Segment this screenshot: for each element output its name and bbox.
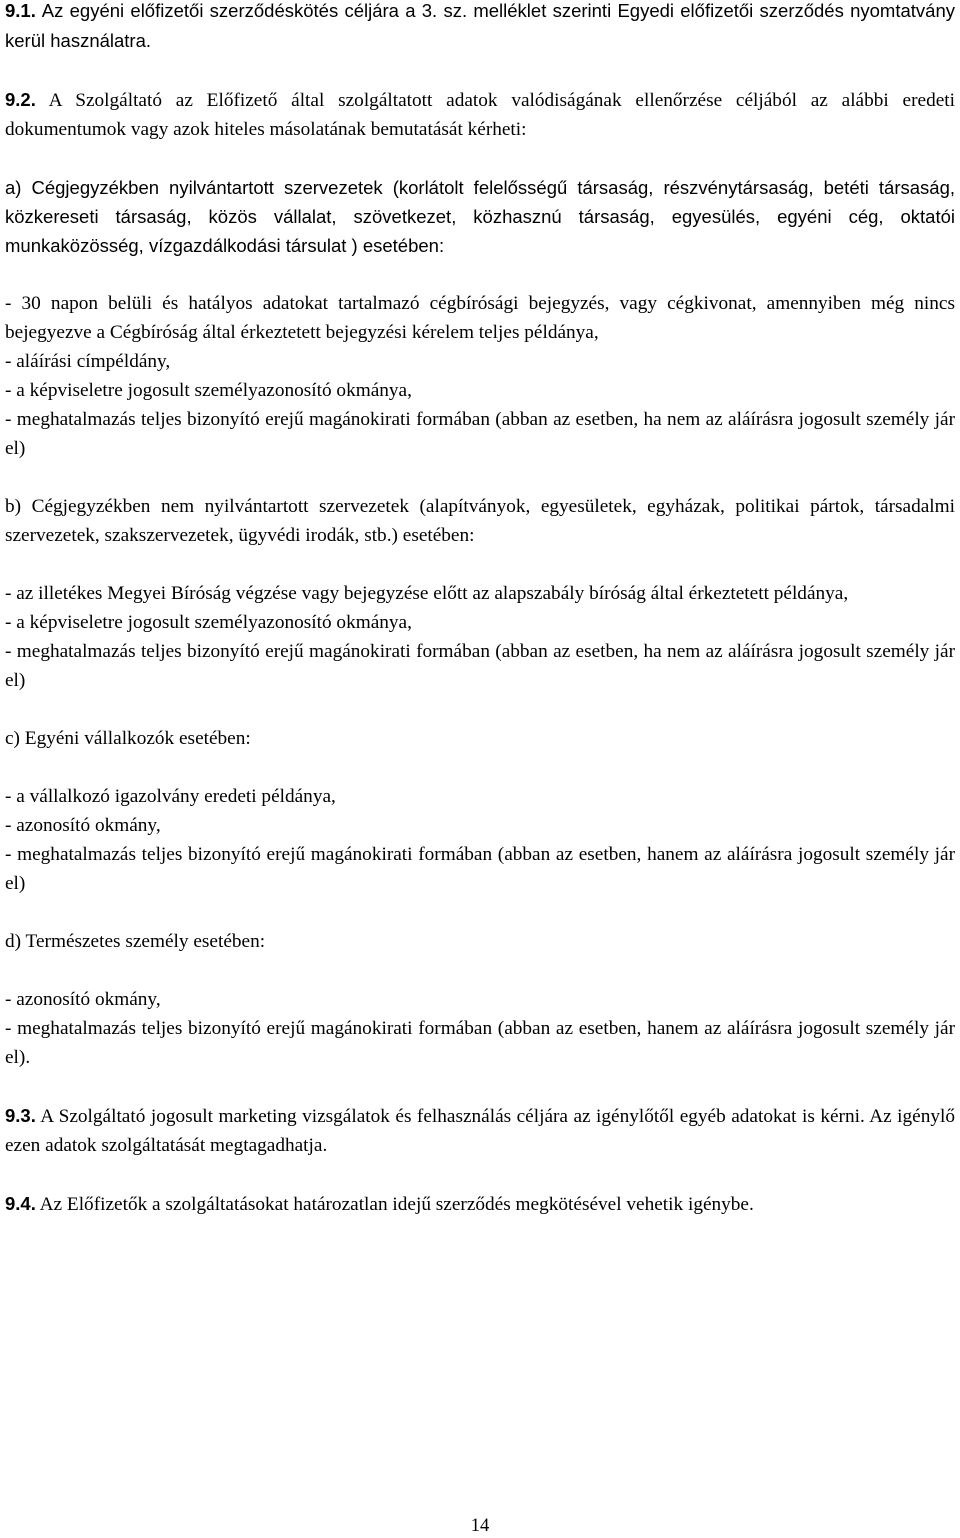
- list-item: - a vállalkozó igazolvány eredeti példánya,: [5, 786, 336, 807]
- list-item: - azonosító okmány,: [5, 989, 161, 1010]
- section-text: A Szolgáltató jogosult marketing vizsgálatok és felhasználás céljára az igénylőtől egyéb adatokat is kérni. Az igénylő ezen adatok szolgáltatását megtagadhatja.: [5, 1106, 955, 1156]
- subsection-d-label: d) Természetes személy esetében:: [5, 931, 266, 952]
- section-number: 9.2.: [5, 89, 36, 110]
- list-item: - meghatalmazás teljes bizonyító erejű magánokirati formában (abban az esetben, ha nem az aláírásra jogosult személy jár el): [5, 641, 955, 691]
- section-number: 9.4.: [5, 1193, 36, 1214]
- list-item: - aláírási címpéldány,: [5, 351, 171, 372]
- subsection-c-label: c) Egyéni vállalkozók esetében:: [5, 728, 251, 749]
- subsection-b-label: b) Cégjegyzékben nem nyilvántartott szervezetek (alapítványok, egyesületek, egyházak, politikai pártok, társadalmi szervezetek, szakszervezetek, ügyvédi irodák, stb.) esetében:: [5, 496, 955, 546]
- list-item: - meghatalmazás teljes bizonyító erejű magánokirati formában (abban az esetben, hanem az aláírásra jogosult személy jár el).: [5, 1018, 955, 1068]
- list-item: - a képviseletre jogosult személyazonosító okmánya,: [5, 380, 412, 401]
- section-text: Az Előfizetők a szolgáltatásokat határozatlan idejű szerződés megkötésével vehetik igénybe.: [39, 1194, 754, 1215]
- list-item: - az illetékes Megyei Bíróság végzése vagy bejegyzése előtt az alapszabály bíróság által érkeztetett példánya,: [5, 583, 849, 604]
- list-item: - meghatalmazás teljes bizonyító erejű magánokirati formában (abban az esetben, ha nem az aláírásra jogosult személy jár el): [5, 409, 955, 459]
- section-9-2: [5, 85, 955, 144]
- subsection-a-label: a) Cégjegyzékben nyilvántartott szervezetek (korlátolt felelősségű társaság, részvénytársaság, betéti társaság, közkereseti társaság, közös vállalat, szövetkezet, közhasznú társaság, egyesülés, egyéni cég, oktatói munkaközösség, vízgazdálkodási társulat ) esetében:: [5, 177, 955, 256]
- section-9-1: [5, 0, 955, 56]
- document-body: [5, 0, 955, 1219]
- list-item: - 30 napon belüli és hatályos adatokat tartalmazó cégbírósági bejegyzés, vagy cégkivonat, amennyiben még nincs bejegyezve a Cégbíróság által érkeztetett bejegyzési kérelem teljes példánya,: [5, 293, 955, 343]
- list-item: - meghatalmazás teljes bizonyító erejű magánokirati formában (abban az esetben, hanem az aláírásra jogosult személy jár el): [5, 844, 955, 894]
- section-9-3: [5, 1101, 955, 1160]
- section-number: 9.3.: [5, 1105, 36, 1126]
- section-9-4: [5, 1189, 955, 1219]
- list-item: - azonosító okmány,: [5, 815, 161, 836]
- section-text: Az egyéni előfizetői szerződéskötés céljára a 3. sz. melléklet szerinti Egyedi előfizetői szerződés nyomtatvány kerül használatra.: [5, 0, 955, 51]
- list-item: - a képviseletre jogosult személyazonosító okmánya,: [5, 612, 412, 633]
- section-number: 9.1.: [5, 0, 36, 21]
- page-number: 14: [470, 1516, 490, 1536]
- section-text: A Szolgáltató az Előfizető által szolgáltatott adatok valódiságának ellenőrzése céljából az alábbi eredeti dokumentumok vagy azok hiteles másolatának bemutatását kérheti:: [5, 90, 955, 140]
